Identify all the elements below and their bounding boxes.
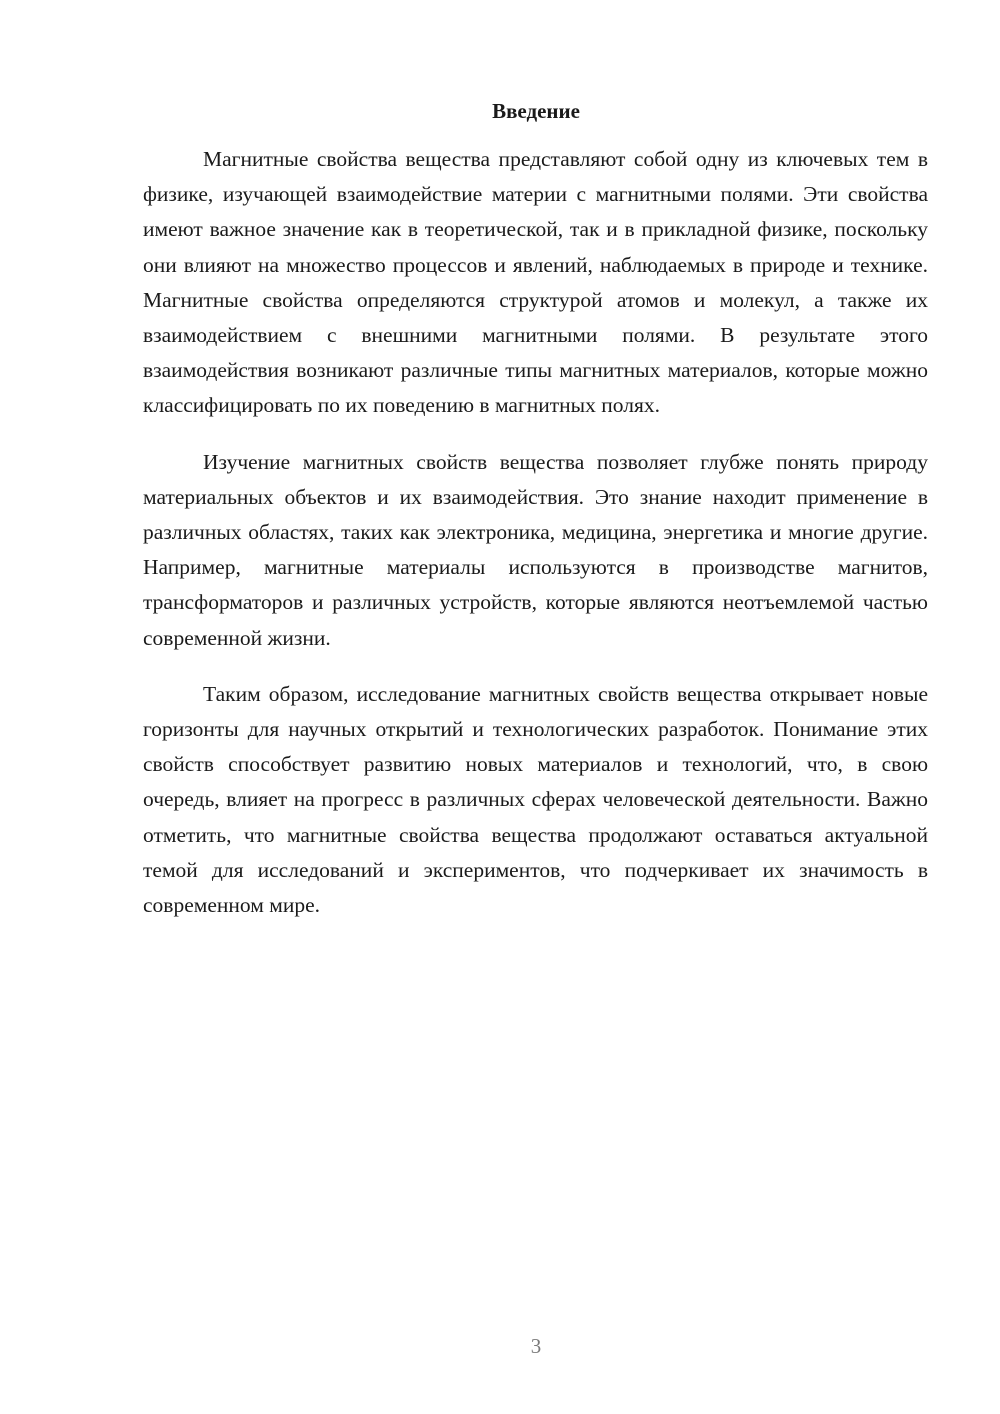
paragraph-1: Магнитные свойства вещества представляют собой одну из ключевых тем в физике, изучающей взаимодействие материи с магнитными полями. Эти свойства имеют важное значение как в теоретической, так и в прикладной физике, поскольку они влияют на множество процессов и явлений, наблюдаемых в природе и технике. Магнитные свойства определяются структурой атомов и молекул, а также их взаимодействием с внешними магнитными полями. В результате этого взаимодействия возникают различные типы магнитных материалов, которые можно классифицировать по их поведению в магнитных полях.	[143, 147, 928, 418]
body-text	[143, 142, 928, 923]
section-heading: Введение	[492, 99, 580, 123]
paragraph-3: Таким образом, исследование магнитных свойств вещества открывает новые горизонты для научных открытий и технологических разработок. Понимание этих свойств способствует развитию новых материалов и технологий, что, в свою очередь, влияет на прогресс в различных сферах человеческой деятельности. Важно отметить, что магнитные свойства вещества продолжают оставаться актуальной темой для исследований и экспериментов, что подчеркивает их значимость в современном мире.	[143, 681, 928, 918]
paragraph-2: Изучение магнитных свойств вещества позволяет глубже понять природу материальных объектов и их взаимодействия. Это знание находит применение в различных областях, таких как электроника, медицина, энергетика и многие другие. Например, магнитные материалы используются в производстве магнитов, трансформаторов и различных устройств, которые являются неотъемлемой частью современной жизни.	[143, 449, 928, 650]
page-number: 3	[530, 1334, 542, 1358]
